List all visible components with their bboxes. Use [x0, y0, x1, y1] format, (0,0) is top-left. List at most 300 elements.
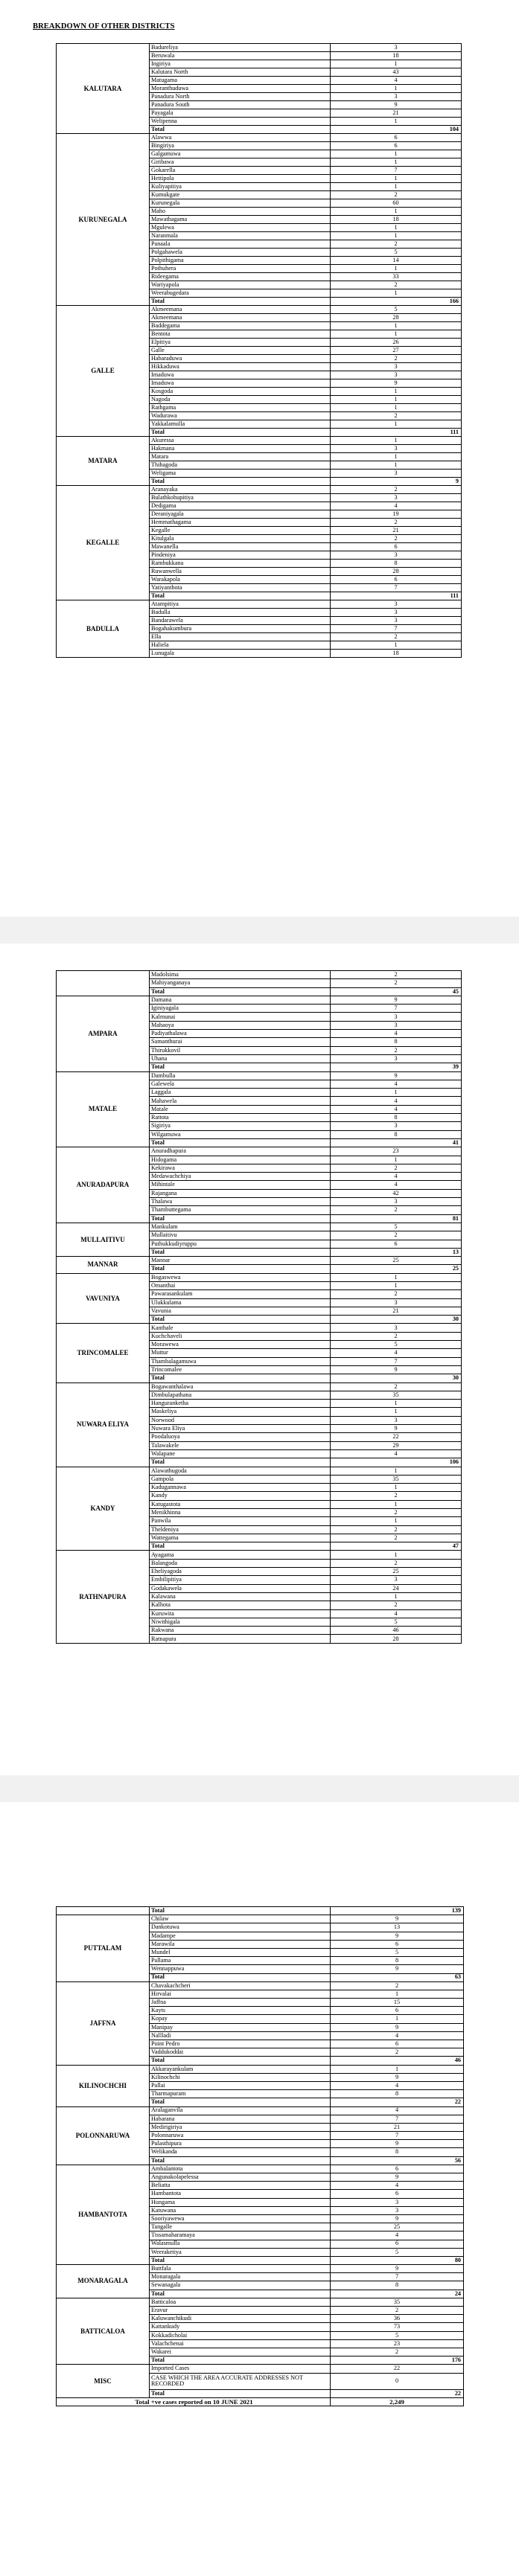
- case-count-cell: 25: [331, 1568, 462, 1576]
- case-count-cell: 4: [331, 1449, 462, 1458]
- case-count-cell: 4: [331, 1105, 462, 1113]
- area-name-cell: Matara: [150, 453, 331, 461]
- case-count-cell: 3: [331, 609, 462, 617]
- total-value-cell: 22: [331, 2389, 464, 2397]
- area-name-cell: Kaluwanchikudi: [150, 2315, 331, 2323]
- case-count-cell: 2: [331, 191, 462, 199]
- area-name-cell: Weerabugedara: [150, 289, 331, 298]
- area-name-cell: Kalutara North: [150, 68, 331, 77]
- area-name-cell: Rideegama: [150, 273, 331, 281]
- area-name-cell: Kegalle: [150, 527, 331, 535]
- area-name-cell: Kanthale: [150, 1324, 331, 1332]
- total-value-cell: 176: [331, 2356, 464, 2365]
- case-count-cell: 5: [331, 249, 462, 257]
- case-count-cell: 1: [331, 1408, 462, 1416]
- area-name-cell: Dedigama: [150, 502, 331, 510]
- area-name-cell: Bulathkohupitiya: [150, 494, 331, 502]
- area-name-cell: Bogahakumbura: [150, 625, 331, 633]
- case-count-cell: 1: [331, 1273, 462, 1281]
- case-count-cell: 2: [331, 1601, 462, 1609]
- area-name-cell: Baddegama: [150, 322, 331, 330]
- area-name-cell: Valachchenai: [150, 2339, 331, 2348]
- area-name-cell: Polpithigama: [150, 257, 331, 265]
- total-label-cell: Total: [150, 1458, 331, 1467]
- area-name-cell: Bingiriya: [150, 142, 331, 150]
- area-name-cell: Imported Cases: [150, 2365, 331, 2373]
- area-name-cell: Kekirawa: [150, 1164, 331, 1172]
- area-name-cell: Galgamuwa: [150, 150, 331, 158]
- case-count-cell: 1: [331, 1592, 462, 1601]
- area-name-cell: Aralaganvila: [150, 2106, 331, 2115]
- case-count-cell: 2: [331, 2348, 464, 2356]
- case-count-cell: 9: [331, 379, 462, 388]
- area-name-cell: Thambalagamuwa: [150, 1357, 331, 1365]
- case-count-cell: 35: [331, 2298, 464, 2306]
- case-count-cell: 6: [331, 142, 462, 150]
- area-name-cell: Wattegama: [150, 1534, 331, 1542]
- area-name-cell: Bogawanthalawa: [150, 1382, 331, 1391]
- area-name-cell: Ambalantota: [150, 2165, 331, 2173]
- case-count-cell: 7: [331, 2115, 464, 2123]
- total-value-cell: 46: [331, 2057, 464, 2065]
- case-count-cell: 5: [331, 2331, 464, 2339]
- case-count-cell: 28: [331, 314, 462, 322]
- case-count-cell: 9: [331, 101, 462, 109]
- area-name-cell: Kuchchaveli: [150, 1332, 331, 1340]
- area-name-cell: Polgahawela: [150, 249, 331, 257]
- area-name-cell: Mullaitivu: [150, 1231, 331, 1240]
- case-count-cell: 3: [331, 1021, 462, 1029]
- area-name-cell: Bentota: [150, 330, 331, 339]
- case-count-cell: 2: [331, 535, 462, 543]
- case-count-cell: 1: [331, 1990, 464, 1998]
- case-count-cell: 9: [331, 2265, 464, 2273]
- total-label-cell: Total: [150, 298, 331, 306]
- area-name-cell: Balangoda: [150, 1559, 331, 1567]
- case-count-cell: 4: [331, 1609, 462, 1618]
- table-row: [57, 2265, 464, 2273]
- district-name-cell: VAVUNIYA: [57, 1273, 150, 1324]
- total-value-cell: 111: [331, 429, 462, 437]
- case-count-cell: 2: [331, 281, 462, 289]
- area-name-cell: Moranthuduwa: [150, 85, 331, 93]
- district-name-cell: MANNAR: [57, 1257, 150, 1274]
- case-count-cell: 6: [331, 576, 462, 584]
- total-value-cell: 80: [331, 2256, 464, 2264]
- case-count-cell: 2: [331, 971, 462, 979]
- case-count-cell: 8: [331, 2090, 464, 2098]
- area-name-cell: Nuwara Eliya: [150, 1425, 331, 1433]
- area-name-cell: Dimbulapathana: [150, 1391, 331, 1399]
- area-name-cell: Tharmapuram: [150, 2090, 331, 2098]
- case-count-cell: 9: [331, 1932, 464, 1940]
- case-count-cell: 1: [331, 1089, 462, 1097]
- area-name-cell: Point Pedro: [150, 2040, 331, 2048]
- area-name-cell: Medirigiriya: [150, 2123, 331, 2131]
- total-label-cell: Total: [150, 2057, 331, 2065]
- total-value-cell: 139: [331, 1907, 464, 1915]
- area-name-cell: Ratnapura: [150, 1635, 331, 1643]
- table-row: [57, 134, 462, 142]
- area-name-cell: Panadura North: [150, 93, 331, 101]
- case-count-cell: 3: [331, 363, 462, 371]
- table-row: [57, 996, 462, 1004]
- area-name-cell: Ayagama: [150, 1551, 331, 1559]
- case-count-cell: 6: [331, 134, 462, 142]
- area-name-cell: Damana: [150, 996, 331, 1004]
- case-count-cell: 8: [331, 2281, 464, 2290]
- case-count-cell: 3: [331, 1198, 462, 1206]
- total-value-cell: 56: [331, 2156, 464, 2165]
- case-count-cell: 1: [331, 2015, 464, 2023]
- table-row: [57, 971, 462, 979]
- case-count-cell: 2: [331, 1290, 462, 1298]
- case-count-cell: 60: [331, 199, 462, 208]
- area-name-cell: Welikanda: [150, 2148, 331, 2156]
- case-count-cell: 1: [331, 1281, 462, 1289]
- area-name-cell: Madolsima: [150, 971, 331, 979]
- area-name-cell: Imaduwa: [150, 371, 331, 379]
- district-name-cell: RATHNAPURA: [57, 1551, 150, 1643]
- area-name-cell: Medawachchiya: [150, 1173, 331, 1181]
- area-name-cell: Uhana: [150, 1054, 331, 1063]
- total-value-cell: 63: [331, 1973, 464, 1981]
- case-count-cell: 7: [331, 1005, 462, 1013]
- total-value-cell: 22: [331, 2098, 464, 2106]
- area-name-cell: Hakmana: [150, 445, 331, 453]
- total-label-cell: Total: [150, 2156, 331, 2165]
- case-count-cell: 2: [331, 1492, 462, 1500]
- case-count-cell: 18: [331, 216, 462, 224]
- area-name-cell: Kumukgate: [150, 191, 331, 199]
- table-row: [57, 1981, 464, 1990]
- case-count-cell: 7: [331, 584, 462, 592]
- case-count-cell: 2: [331, 1231, 462, 1240]
- district-name-cell: KEGALLE: [57, 486, 150, 600]
- area-name-cell: Mihintale: [150, 1181, 331, 1189]
- area-name-cell: Hemmathagama: [150, 519, 331, 527]
- area-name-cell: Sooriyawewa: [150, 2214, 331, 2223]
- area-name-cell: Habaraduwa: [150, 355, 331, 363]
- table-row: [57, 1147, 462, 1156]
- case-count-cell: 5: [331, 1618, 462, 1626]
- total-label-cell: Total: [150, 126, 331, 134]
- area-name-cell: Wennappuwa: [150, 1965, 331, 1973]
- case-count-cell: 2: [331, 1332, 462, 1340]
- total-value-cell: 111: [331, 592, 462, 600]
- case-count-cell: 3: [331, 1576, 462, 1584]
- total-label-cell: Total: [150, 2098, 331, 2106]
- total-row: [57, 1907, 464, 1915]
- case-count-cell: 1: [331, 118, 462, 126]
- case-count-cell: 23: [331, 1147, 462, 1156]
- case-count-cell: 9: [331, 1071, 462, 1080]
- case-count-cell: 2: [331, 2048, 464, 2057]
- case-count-cell: 8: [331, 1114, 462, 1122]
- area-name-cell: Badureliya: [150, 44, 331, 52]
- case-count-cell: 1: [331, 404, 462, 412]
- area-name-cell: Maskeliya: [150, 1408, 331, 1416]
- table-row: [57, 1273, 462, 1281]
- case-count-cell: 4: [331, 1173, 462, 1181]
- case-count-cell: 9: [331, 2214, 464, 2223]
- table-row: [57, 486, 462, 494]
- area-name-cell: Katuwana: [150, 2206, 331, 2214]
- case-count-cell: 1: [331, 1484, 462, 1492]
- area-name-cell: Trincomalee: [150, 1365, 331, 1374]
- table-row: [57, 1324, 462, 1332]
- total-value-cell: 45: [331, 987, 462, 996]
- area-name-cell: Sewanagala: [150, 2281, 331, 2290]
- case-count-cell: 4: [331, 2031, 464, 2040]
- area-name-cell: Ruwanwella: [150, 568, 331, 576]
- case-count-cell: 9: [331, 2140, 464, 2148]
- case-count-cell: 1: [331, 1500, 462, 1508]
- district-name-cell: [57, 971, 150, 996]
- area-name-cell: Hidogama: [150, 1156, 331, 1164]
- area-name-cell: Kalhota: [150, 1601, 331, 1609]
- case-count-cell: 26: [331, 339, 462, 347]
- case-count-cell: 4: [331, 77, 462, 85]
- area-name-cell: Thihagoda: [150, 461, 331, 470]
- case-count-cell: 5: [331, 2248, 464, 2256]
- area-name-cell: Rajangana: [150, 1189, 331, 1197]
- case-count-cell: 3: [331, 1416, 462, 1424]
- total-label-cell: Total: [150, 1374, 331, 1382]
- area-name-cell: Hikkaduwa: [150, 363, 331, 371]
- district-name-cell: NUWARA ELIYA: [57, 1382, 150, 1467]
- district-name-cell: ANURADAPURA: [57, 1147, 150, 1223]
- case-count-cell: 1: [331, 420, 462, 429]
- case-count-cell: 22: [331, 2365, 464, 2373]
- area-name-cell: Batticaloa: [150, 2298, 331, 2306]
- case-count-cell: 9: [331, 2073, 464, 2081]
- table-row: [57, 2165, 464, 2173]
- case-count-cell: 25: [331, 1257, 462, 1265]
- area-name-cell: Naranmala: [150, 232, 331, 240]
- case-count-cell: 3: [331, 1324, 462, 1332]
- case-count-cell: 9: [331, 2173, 464, 2182]
- total-label-cell: Total: [150, 987, 331, 996]
- total-value-cell: 39: [331, 1063, 462, 1071]
- case-count-cell: 5: [331, 306, 462, 314]
- case-count-cell: 21: [331, 2123, 464, 2131]
- case-count-cell: 8: [331, 2148, 464, 2156]
- area-name-cell: Kokkadicholai: [150, 2331, 331, 2339]
- total-label-cell: Total: [150, 1907, 331, 1915]
- case-count-cell: 33: [331, 273, 462, 281]
- case-count-cell: 4: [331, 2182, 464, 2190]
- document-title: BREAKDOWN OF OTHER DISTRICTS: [33, 22, 175, 31]
- case-count-cell: 2: [331, 1509, 462, 1517]
- area-name-cell: Akmeemana: [150, 306, 331, 314]
- district-name-cell: JAFFNA: [57, 1981, 150, 2065]
- case-count-cell: 7: [331, 167, 462, 175]
- case-count-cell: 1: [331, 1467, 462, 1475]
- area-name-cell: Muttur: [150, 1349, 331, 1357]
- area-name-cell: Thirukkovil: [150, 1046, 331, 1054]
- case-count-cell: 1: [331, 388, 462, 396]
- district-name-cell: BATTICALOA: [57, 2298, 150, 2365]
- area-name-cell: Norwood: [150, 1416, 331, 1424]
- area-name-cell: Samanthurai: [150, 1038, 331, 1046]
- case-count-cell: 4: [331, 1181, 462, 1189]
- area-name-cell: Pulasthipura: [150, 2140, 331, 2148]
- district-breakdown-table-page-1: [56, 43, 462, 658]
- case-count-cell: 8: [331, 560, 462, 568]
- table-row: [57, 2065, 464, 2073]
- case-count-cell: 1: [331, 1400, 462, 1408]
- area-name-cell: Gokarella: [150, 167, 331, 175]
- total-label-cell: Total: [150, 2290, 331, 2298]
- area-name-cell: Niwithigala: [150, 1618, 331, 1626]
- case-count-cell: 28: [331, 1635, 462, 1643]
- area-name-cell: Beruwala: [150, 52, 331, 60]
- district-name-cell: TRINCOMALEE: [57, 1324, 150, 1382]
- case-count-cell: 21: [331, 109, 462, 118]
- area-name-cell: Mundel: [150, 1948, 331, 1956]
- case-count-cell: 1: [331, 641, 462, 650]
- total-label-cell: Total: [150, 1214, 331, 1223]
- case-count-cell: 1: [331, 396, 462, 404]
- case-count-cell: 1: [331, 60, 462, 68]
- case-count-cell: 9: [331, 1425, 462, 1433]
- area-name-cell: Kattankudy: [150, 2323, 331, 2331]
- area-name-cell: Chilaw: [150, 1915, 331, 1923]
- case-count-cell: 1: [331, 453, 462, 461]
- total-label-cell: Total: [150, 478, 331, 486]
- case-count-cell: 4: [331, 2231, 464, 2240]
- case-count-cell: 3: [331, 2198, 464, 2206]
- case-count-cell: 5: [331, 1948, 464, 1956]
- area-name-cell: Hanguranketha: [150, 1400, 331, 1408]
- case-count-cell: 2: [331, 1534, 462, 1542]
- case-count-cell: 1: [331, 150, 462, 158]
- case-count-cell: 7: [331, 625, 462, 633]
- case-count-cell: 4: [331, 502, 462, 510]
- case-count-cell: 2: [331, 240, 462, 249]
- district-breakdown-table-page-3: [56, 1906, 464, 2406]
- area-name-cell: Kalmunai: [150, 1013, 331, 1021]
- area-name-cell: Pothuhera: [150, 265, 331, 273]
- area-name-cell: Wakarei: [150, 2348, 331, 2356]
- area-name-cell: Poodaluoya: [150, 1433, 331, 1441]
- area-name-cell: Buttfala: [150, 2265, 331, 2273]
- area-name-cell: Yakkalamulla: [150, 420, 331, 429]
- area-name-cell: Kitulgala: [150, 535, 331, 543]
- case-count-cell: 2: [331, 412, 462, 420]
- area-name-cell: Kayts: [150, 2007, 331, 2015]
- case-count-cell: 2: [331, 1046, 462, 1054]
- area-name-cell: Hambantota: [150, 2190, 331, 2198]
- area-name-cell: Warakapola: [150, 576, 331, 584]
- case-count-cell: 4: [331, 1080, 462, 1088]
- case-count-cell: 21: [331, 527, 462, 535]
- total-label-cell: Total: [150, 1542, 331, 1551]
- area-name-cell: Galle: [150, 347, 331, 355]
- grand-total-label: Total +ve cases reported on 10 JUNE 2021: [57, 2398, 331, 2406]
- case-count-cell: 9: [331, 1365, 462, 1374]
- case-count-cell: 3: [331, 600, 462, 609]
- case-count-cell: 1: [331, 265, 462, 273]
- district-name-cell: AMPARA: [57, 996, 150, 1071]
- area-name-cell: Nagoda: [150, 396, 331, 404]
- area-name-cell: Rambukkana: [150, 560, 331, 568]
- case-count-cell: 27: [331, 347, 462, 355]
- case-count-cell: 24: [331, 1584, 462, 1592]
- total-value-cell: 30: [331, 1374, 462, 1382]
- total-label-cell: Total: [150, 2256, 331, 2264]
- case-count-cell: 6: [331, 2190, 464, 2198]
- case-count-cell: 3: [331, 1054, 462, 1063]
- area-name-cell: Bogaswewa: [150, 1273, 331, 1281]
- area-name-cell: Morawewa: [150, 1341, 331, 1349]
- area-name-cell: Hettipola: [150, 175, 331, 183]
- total-label-cell: Total: [150, 1973, 331, 1981]
- case-count-cell: 1: [331, 224, 462, 232]
- case-count-cell: 73: [331, 2323, 464, 2331]
- total-label-cell: Total: [150, 592, 331, 600]
- case-count-cell: 1: [331, 85, 462, 93]
- area-name-cell: Akmeemana: [150, 314, 331, 322]
- page-separator: [0, 1775, 519, 1802]
- area-name-cell: Pallai: [150, 2081, 331, 2089]
- total-label-cell: Total: [150, 1063, 331, 1071]
- area-name-cell: Puthukkudiyruppu: [150, 1240, 331, 1248]
- area-name-cell: Chavakachcheri: [150, 1981, 331, 1990]
- case-count-cell: 3: [331, 1013, 462, 1021]
- area-name-cell: Pallama: [150, 1957, 331, 1965]
- case-count-cell: 1: [331, 437, 462, 445]
- case-count-cell: 2: [331, 1206, 462, 1214]
- area-name-cell: Mankulam: [150, 1223, 331, 1231]
- case-count-cell: 1: [331, 1551, 462, 1559]
- table-row: [57, 1257, 462, 1265]
- area-name-cell: Eravur: [150, 2307, 331, 2315]
- area-name-cell: Hungama: [150, 2198, 331, 2206]
- total-value-cell: 25: [331, 1265, 462, 1273]
- area-name-cell: Ulukkulama: [150, 1298, 331, 1307]
- case-count-cell: 1: [331, 1156, 462, 1164]
- area-name-cell: Marawila: [150, 1940, 331, 1948]
- table-row: [57, 2298, 464, 2306]
- area-name-cell: Anuradhapura: [150, 1147, 331, 1156]
- area-name-cell: Habarana: [150, 2115, 331, 2123]
- area-name-cell: Akuressa: [150, 437, 331, 445]
- case-count-cell: 0: [331, 2373, 464, 2389]
- case-count-cell: 3: [331, 371, 462, 379]
- area-name-cell: Thalawa: [150, 1198, 331, 1206]
- area-name-cell: Wilgamuwa: [150, 1130, 331, 1138]
- total-label-cell: Total: [150, 2389, 331, 2397]
- area-name-cell: Welipenna: [150, 118, 331, 126]
- area-name-cell: Nallladi: [150, 2031, 331, 2040]
- area-name-cell: Pindeniya: [150, 551, 331, 560]
- area-name-cell: Rattota: [150, 1114, 331, 1122]
- area-name-cell: Payagala: [150, 109, 331, 118]
- case-count-cell: 4: [331, 1349, 462, 1357]
- district-name-cell: [57, 1907, 150, 1915]
- case-count-cell: 6: [331, 2040, 464, 2048]
- table-row: [57, 306, 462, 314]
- area-name-cell: Weligama: [150, 470, 331, 478]
- case-count-cell: 4: [331, 2081, 464, 2089]
- area-name-cell: Monaragala: [150, 2273, 331, 2281]
- case-count-cell: 23: [331, 2339, 464, 2348]
- total-value-cell: 41: [331, 1138, 462, 1147]
- case-count-cell: 18: [331, 650, 462, 658]
- case-count-cell: 1: [331, 461, 462, 470]
